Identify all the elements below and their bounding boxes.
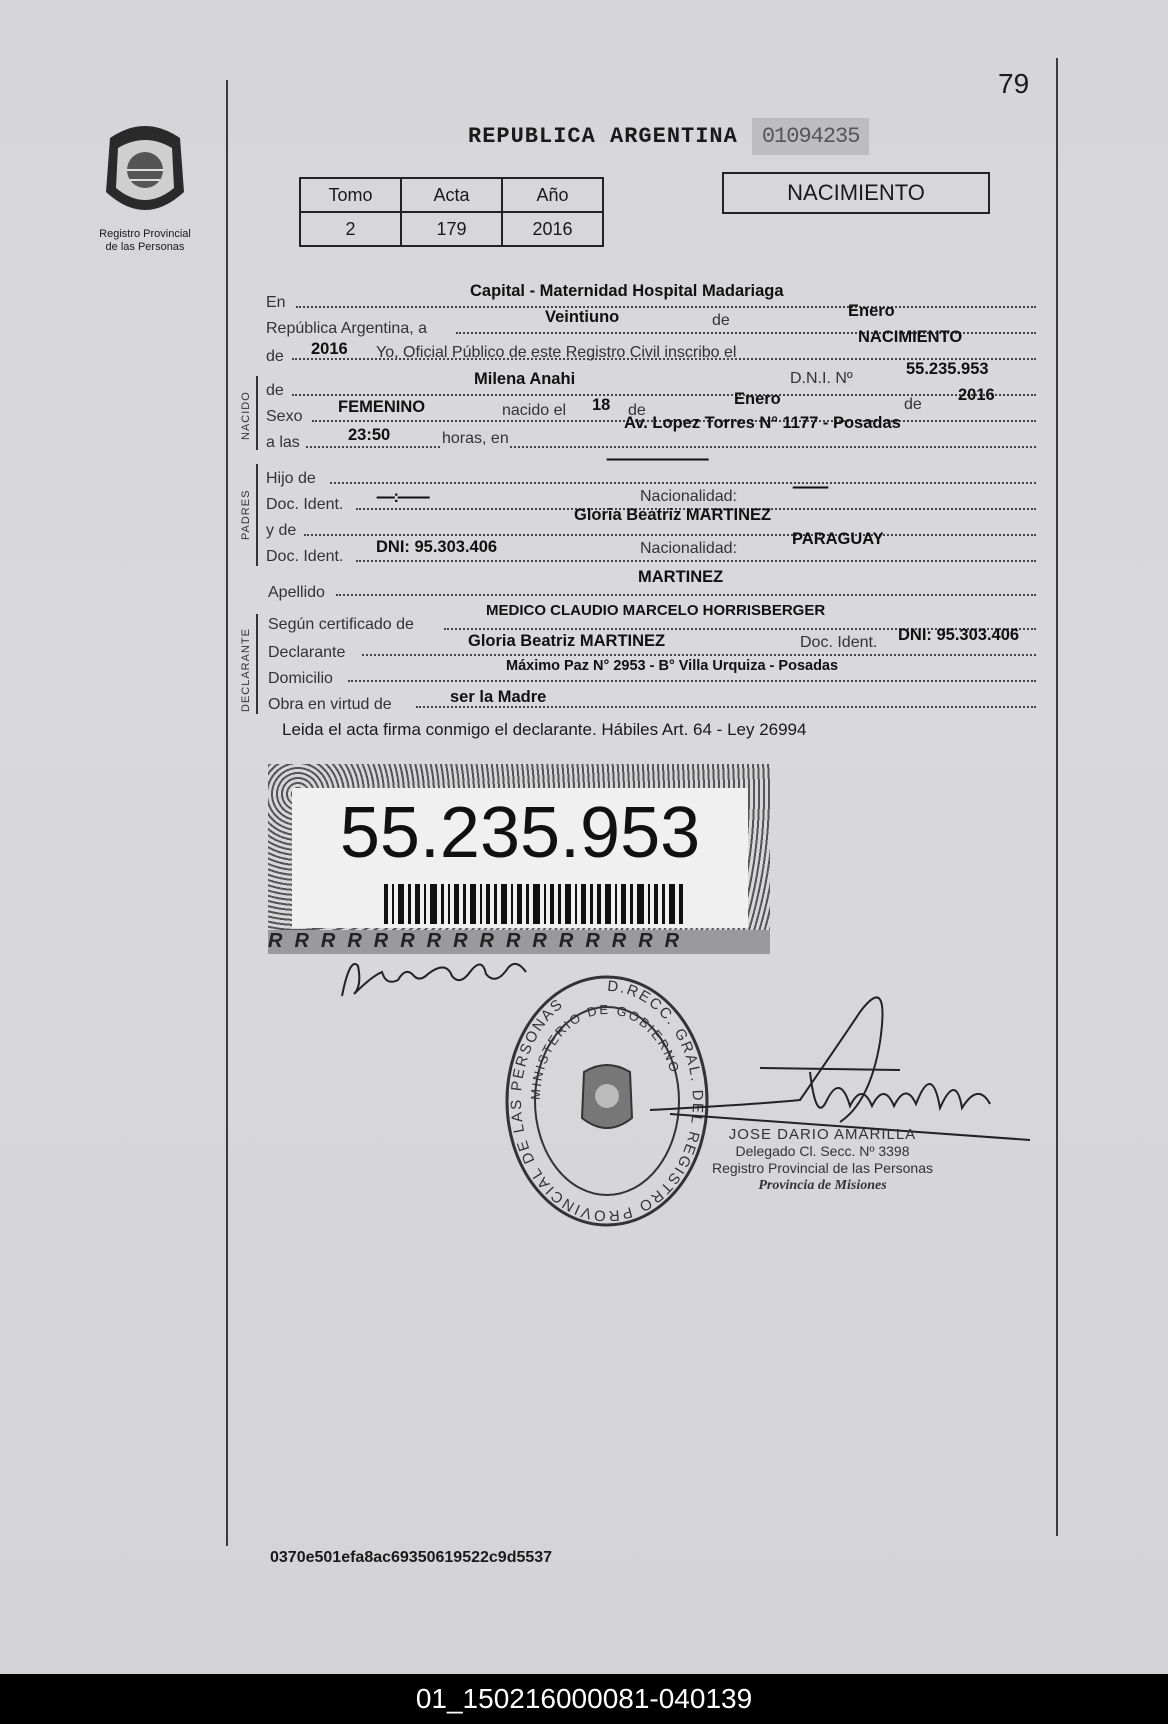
barcode-icon <box>384 884 684 924</box>
dni-stamp-number: 55.235.953 <box>339 793 701 873</box>
dni-stamp-pattern: RRRRRRRRRRRRRRRR <box>268 930 770 954</box>
side-label-nacido: NACIDO <box>240 391 252 440</box>
signatory-name: JOSE DARIO AMARILLA <box>728 1126 917 1143</box>
scan-footer-id: 01_150216000081-040139 <box>0 1674 1168 1724</box>
seal-outer-text: D.RECC. GRAL. DEL REGISTRO PROVINCIAL DE LAS PERSONAS <box>507 977 707 1225</box>
label-oficial: Yo, Oficial Público de este Registro Civil inscribo el <box>376 344 737 361</box>
label-en: En <box>266 294 286 311</box>
signatory-title: Delegado Cl. Secc. Nº 3398 <box>735 1143 910 1159</box>
dni-stamp <box>268 764 770 954</box>
field-madre-nac: PARAGUAY <box>792 530 884 548</box>
padres-brace <box>256 464 258 566</box>
logo-caption-2: de las Personas <box>105 241 185 253</box>
label-domicilio: Domicilio <box>268 670 333 687</box>
record-table <box>299 177 604 247</box>
label-de-anio: de <box>266 348 284 365</box>
field-madre-doc: DNI: 95.303.406 <box>376 538 498 556</box>
document-hash: 0370e501efa8ac69350619522c9d5537 <box>270 1549 553 1566</box>
label-de-mes: de <box>712 312 730 329</box>
field-direccion: Av. Lopez Torres N° 1177 - Posadas <box>624 414 901 432</box>
dots-row14 <box>348 680 1036 682</box>
label-doc-ident2: Doc. Ident. <box>266 548 344 565</box>
field-nac-dia: 18 <box>592 396 611 414</box>
label-hijo-de: Hijo de <box>266 470 316 487</box>
label-dni: D.N.I. Nº <box>790 370 853 387</box>
field-lugar: Capital - Maternidad Hospital Madariaga <box>470 282 784 300</box>
signatory-office: Registro Provincial de las Personas <box>712 1160 933 1176</box>
label-doc-ident3: Doc. Ident. <box>800 634 878 651</box>
field-nombre: Milena Anahi <box>474 370 576 388</box>
field-inscribe: NACIMIENTO <box>858 328 963 346</box>
dni-stamp-inner <box>292 788 748 928</box>
field-hora: 23:50 <box>348 426 391 444</box>
signature-block <box>712 1126 933 1194</box>
field-padre: ----------------------------- <box>606 450 708 468</box>
label-horas-en: horas, en <box>442 430 509 447</box>
record-type-badge: NACIMIENTO <box>722 172 990 214</box>
dots-row6 <box>306 446 1036 448</box>
field-madre: Gloria Beatriz MARTINEZ <box>574 506 772 524</box>
header-anio: Año <box>502 178 603 212</box>
serial-number: 01094235 <box>752 118 870 155</box>
label-nacionalidad2: Nacionalidad: <box>640 540 737 557</box>
label-apellido: Apellido <box>268 584 325 601</box>
dots-row11 <box>336 594 1036 596</box>
label-sexo: Sexo <box>266 408 303 425</box>
dots-row7 <box>330 482 1036 484</box>
field-declarante-doc: DNI: 95.303.406 <box>898 626 1020 644</box>
left-margin-line <box>226 80 228 1546</box>
field-domicilio: Máximo Paz N° 2953 - B° Villa Urquiza - Posadas <box>506 658 839 674</box>
header-tomo: Tomo <box>300 178 401 212</box>
field-obra: ser la Madre <box>450 688 547 706</box>
label-de2: de <box>628 402 646 419</box>
signatory-province: Provincia de Misiones <box>758 1178 887 1193</box>
right-margin-line <box>1056 58 1058 1536</box>
label-obra: Obra en virtud de <box>268 696 392 713</box>
label-republica: República Argentina, a <box>266 320 427 337</box>
field-anio: 2016 <box>311 340 348 358</box>
page-number: 79 <box>998 68 1030 99</box>
label-a-las: a las <box>266 434 300 451</box>
dots-row9 <box>304 534 1036 536</box>
field-sexo: FEMENINO <box>338 398 426 416</box>
label-y-de: y de <box>266 522 297 539</box>
label-de-nombre: de <box>266 382 284 399</box>
field-nac-mes: Enero <box>734 390 781 408</box>
field-declarante: Gloria Beatriz MARTINEZ <box>468 632 666 650</box>
dots-row10 <box>356 560 1036 562</box>
value-acta: 179 <box>401 212 502 246</box>
field-nac-anio: 2016 <box>958 386 995 404</box>
dots-row13 <box>362 654 1036 656</box>
field-padre-nac: ---------- <box>792 478 827 496</box>
field-mes: Enero <box>848 302 895 320</box>
value-anio: 2016 <box>502 212 603 246</box>
field-dni: 55.235.953 <box>906 360 989 378</box>
dots-row4 <box>292 394 1036 396</box>
field-apellido: MARTINEZ <box>638 568 724 586</box>
dots-row1 <box>296 306 1036 308</box>
field-dia: Veintiuno <box>545 308 620 326</box>
side-label-padres: PADRES <box>240 489 252 540</box>
nacido-brace <box>256 376 258 450</box>
label-doc-ident1: Doc. Ident. <box>266 496 344 513</box>
label-nacido-el: nacido el <box>502 402 567 419</box>
province-seal-icon <box>100 118 190 224</box>
seal-inner-text: MINISTERIO DE GOBIERNO <box>527 1001 683 1101</box>
field-padre-doc: -----:--------- <box>376 488 429 506</box>
label-declarante: Declarante <box>268 644 346 661</box>
logo-caption-1: Registro Provincial <box>99 228 191 240</box>
closing-statement: Leida el acta firma conmigo el declarante. Hábiles Art. 64 - Ley 26994 <box>282 720 807 739</box>
field-certificado: MEDICO CLAUDIO MARCELO HORRISBERGER <box>486 602 826 619</box>
label-nacionalidad1: Nacionalidad: <box>640 488 737 505</box>
declarante-brace <box>256 614 258 714</box>
value-tomo: 2 <box>300 212 401 246</box>
label-segun: Según certificado de <box>268 616 414 633</box>
title-row <box>468 118 869 155</box>
document-title: REPUBLICA ARGENTINA <box>468 124 738 149</box>
header-acta: Acta <box>401 178 502 212</box>
side-label-declarante: DECLARANTE <box>240 628 252 712</box>
label-de3: de <box>904 396 922 413</box>
registry-logo <box>80 118 210 254</box>
